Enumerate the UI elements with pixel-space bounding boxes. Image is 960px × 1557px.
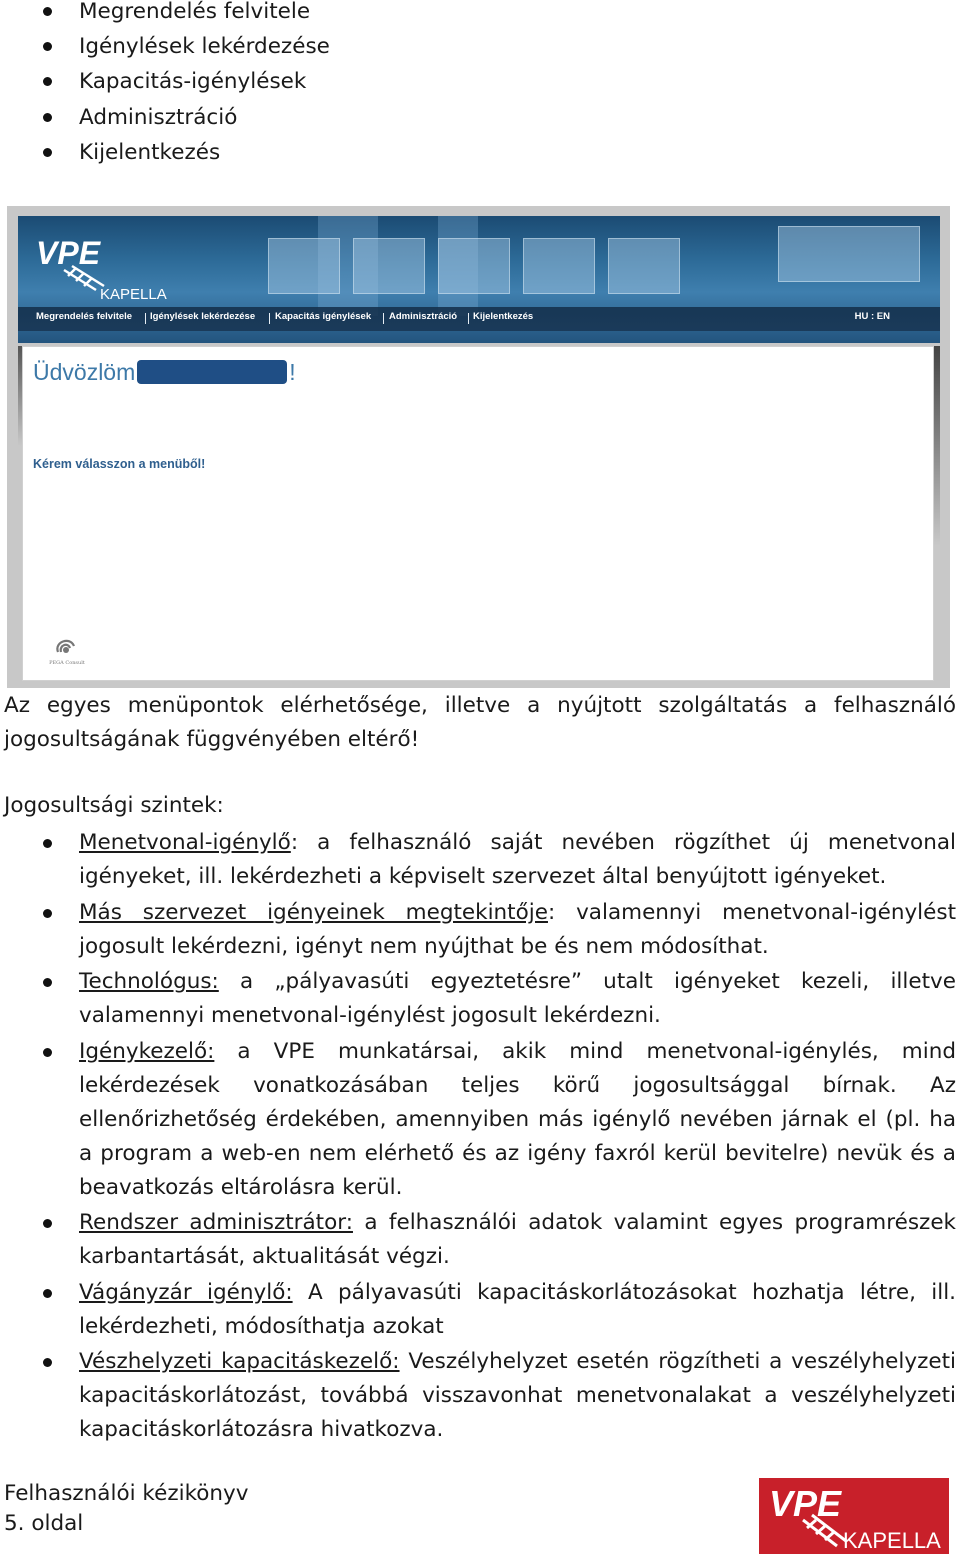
role-name: Más szervezet igényeinek megtekintője: [79, 899, 548, 925]
role-item: Menetvonal-igénylő: a felhasználó saját nevében rögzíthet új menetvonal igényeket, ill. lekérdezheti a képviselt szervezet által benyújtott igényeket.: [0, 826, 956, 894]
redacted-user-name: [137, 360, 287, 384]
footer: [4, 1479, 249, 1539]
top-menu-item: Kapacitás-igénylések: [0, 64, 960, 99]
app-nav-item[interactable]: Kijelentkezés: [473, 311, 534, 322]
role-name: Menetvonal-igénylő: [79, 830, 291, 855]
top-menu-item: Igénylések lekérdezése: [0, 29, 960, 64]
app-nav-item[interactable]: Kapacitás igénylések: [275, 311, 372, 322]
language-switch[interactable]: HU : EN: [854, 311, 890, 322]
role-name: Rendszer adminisztrátor:: [79, 1210, 353, 1235]
role-item: Vágányzár igénylő: A pályavasúti kapacitáskorlátozásokat hozhatja létre, ill. lekérdezheti, módosíthatja azokat: [0, 1276, 956, 1344]
choose-menu-message: Kérem válasszon a menüből!: [33, 457, 206, 471]
top-menu-item: Megrendelés felvitele: [0, 0, 960, 29]
app-nav-item[interactable]: Megrendelés felvitele: [36, 311, 133, 322]
roles-list: [0, 826, 960, 1449]
role-name: Igénykezelő:: [79, 1038, 215, 1064]
banner-logo-sub: KAPELLA: [100, 286, 167, 302]
levels-heading: Jogosultsági szintek:: [4, 793, 224, 818]
app-nav-bar: [18, 307, 940, 331]
pega-logo-text: PEGA Consult: [49, 660, 85, 666]
banner-logo-text: VPE: [36, 235, 101, 271]
top-menu-list: [0, 0, 960, 170]
application-screenshot: [7, 206, 950, 688]
role-item: Rendszer adminisztrátor: a felhasználói adatok valamint egyes programrészek karbantartását, aktualitását végzi.: [0, 1206, 956, 1274]
app-nav-item[interactable]: Igénylések lekérdezése: [150, 311, 256, 322]
pega-logo: [44, 634, 90, 666]
role-item: Igénykezelő: a VPE munkatársai, akik mind menetvonal-igénylés, mind lekérdezések vonatkozásában teljes körű jogosultsággal bírnak. Az ellenőrizhetőség érdekében, amennyiben más igénylő nevében járnak el (pl. ha a program a web-en nem elérhető és az igény faxról kerül bevitelre) nevük és a beavatkozás eltárolásra kerül.: [0, 1035, 956, 1205]
role-name: Vágányzár igénylő:: [79, 1279, 293, 1305]
page-number: 5. oldal: [4, 1511, 84, 1536]
app-content-panel: [22, 346, 934, 681]
role-item: Más szervezet igényeinek megtekintője: valamennyi menetvonal-igénylést jogosult lekérdezni, igényt nem nyújthat be és nem módosíthat.: [0, 896, 956, 964]
vpe-kapella-footer-logo: [759, 1478, 949, 1554]
footer-title: Felhasználói kézikönyv: [4, 1481, 249, 1506]
app-banner: [18, 216, 940, 343]
role-item: Vészhelyzeti kapacitáskezelő: Veszélyhelyzet esetén rögzítheti a veszélyhelyzeti kapacitáskorlátozást, továbbá visszavonhat menetvonalakat a veszélyhelyzeti kapacitáskorlátozásra hivatkozva.: [0, 1345, 956, 1447]
top-menu-item: Kijelentkezés: [0, 135, 960, 170]
footer-logo-sub: KAPELLA: [843, 1528, 941, 1553]
role-item: Technológus: a „pályavasúti egyeztetésre” utalt igényeket kezeli, illetve valamennyi menetvonal-igénylést jogosult lekérdezni.: [0, 965, 956, 1033]
footer-logo-text: VPE: [769, 1483, 842, 1524]
role-name: Technológus:: [79, 969, 219, 994]
role-name: Vészhelyzeti kapacitáskezelő:: [79, 1349, 400, 1374]
welcome-heading: Üdvözlöm !: [33, 359, 296, 385]
vpe-kapella-logo: [34, 230, 174, 302]
top-menu-item: Adminisztráció: [0, 100, 960, 135]
app-nav-item[interactable]: Adminisztráció: [389, 311, 458, 322]
intro-paragraph: Az egyes menüpontok elérhetősége, illetve a nyújtott szolgáltatás a felhasználó jogosultságának függvényében eltérő!: [4, 693, 956, 752]
